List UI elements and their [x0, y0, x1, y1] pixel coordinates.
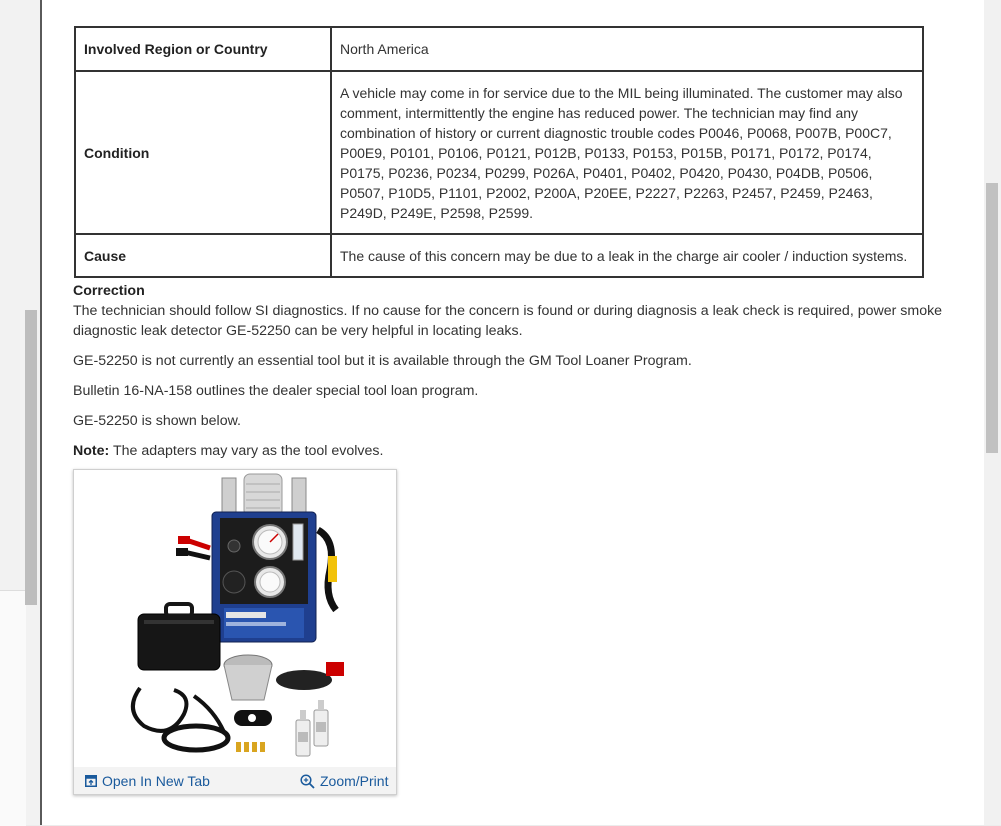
- left-scrollbar-thumb[interactable]: [25, 310, 37, 605]
- zoom-print-label[interactable]: Zoom/Print: [320, 773, 389, 789]
- note-text: The adapters may vary as the tool evolves.: [109, 443, 384, 459]
- note-label: Note:: [73, 443, 110, 459]
- left-panel: [0, 590, 26, 826]
- correction-heading: Correction: [73, 283, 145, 299]
- correction-paragraph: GE-52250 is not currently an essential tool but it is available through the GM Tool Loaner Program.: [73, 353, 692, 369]
- condition-value: A vehicle may come in for service due to the MIL being illuminated. The customer may also comment, intermittently the engine has reduced power. The technician may find any combination of history or current diagnostic trouble codes P0046, P0068, P007B, P00C7, P00E9, P0101, P0106, P0121, P012B, P0133, P0153, P015B, P0171, P0172, P0174, P0175, P0236, P0234, P0299, P026A, P0401, P0402, P0420, P0430, P04DB, P0506, P0507, P10D5, P1101, P2002, P200A, P20EE, P2227, P2263, P2457, P2459, P2463, P249D, P249E, P2598, P2599.: [331, 71, 923, 234]
- cause-value: The cause of this concern may be due to a leak in the charge air cooler / induction systems.: [331, 234, 923, 277]
- table-row: [75, 234, 923, 277]
- table-row: [75, 27, 923, 71]
- document-frame: [40, 0, 984, 825]
- table-row: [75, 71, 923, 234]
- correction-paragraph: GE-52250 is shown below.: [73, 413, 241, 429]
- bulletin-info-table: [74, 26, 924, 278]
- open-in-new-tab-label[interactable]: Open In New Tab: [102, 773, 210, 789]
- region-label: Involved Region or Country: [75, 27, 331, 71]
- correction-paragraph: Bulletin 16-NA-158 outlines the dealer special tool loan program.: [73, 383, 479, 399]
- correction-section: [73, 281, 963, 471]
- region-value: North America: [331, 27, 923, 71]
- zoom-icon: [300, 774, 315, 789]
- open-in-new-tab-link[interactable]: [85, 773, 210, 789]
- note: [73, 441, 963, 461]
- correction-paragraph: The technician should follow SI diagnostics. If no cause for the concern is found or during diagnosis a leak check is required, power smoke diagnostic leak detector GE-52250 can be very helpful in locating leaks.: [73, 303, 943, 339]
- cause-label: Cause: [75, 234, 331, 277]
- scrollbar-thumb[interactable]: [986, 183, 998, 453]
- zoom-print-link[interactable]: [300, 773, 388, 789]
- condition-label: Condition: [75, 71, 331, 234]
- tool-image-figure: [73, 469, 397, 795]
- smoke-machine-illustration: [74, 470, 396, 767]
- open-new-tab-icon: [85, 775, 97, 787]
